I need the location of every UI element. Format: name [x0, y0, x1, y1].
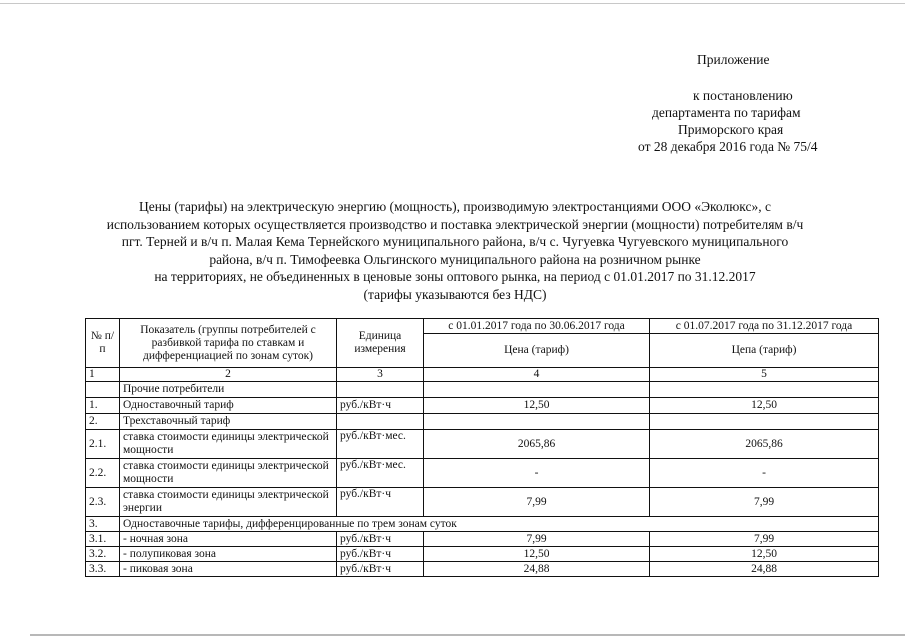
row-price-2: 24,88: [650, 562, 879, 577]
row-price-2: 7,99: [650, 532, 879, 547]
title-line: пгт. Терней и в/ч п. Малая Кема Тернейского муниципального района, в/ч с. Чугуевка Чугуевского муниципального: [121, 234, 789, 249]
row-unit: руб./кВт·ч: [337, 532, 424, 547]
column-index: 5: [650, 368, 879, 382]
row-unit: руб./кВт·ч: [337, 562, 424, 577]
row-price-2: [650, 382, 879, 398]
row-unit: [337, 382, 424, 398]
row-price-2: 7,99: [650, 488, 879, 517]
title-line: (тарифы указываются без НДС): [363, 286, 547, 302]
row-unit: руб./кВт·ч: [337, 488, 424, 517]
row-price-1: [424, 414, 650, 430]
row-price-1: 2065,86: [424, 430, 650, 459]
table-row: [86, 547, 879, 562]
row-price-1: [424, 382, 650, 398]
column-index: 4: [424, 368, 650, 382]
table-header-row: [86, 319, 879, 334]
row-num: 3.3.: [86, 562, 120, 577]
table-row: [86, 517, 879, 532]
title-line: использованием которых осуществляется производство и поставка электрической энергии (мощности) потребителям в/ч: [106, 216, 804, 232]
title-line: на территориях, не объединенных в ценовые зоны оптового рынка, на период с 01.01.2017 по 31.12.2017: [154, 269, 756, 284]
header-num: № п/п: [86, 319, 120, 368]
row-price-2: -: [650, 459, 879, 488]
row-price-1: -: [424, 459, 650, 488]
row-num: 3.1.: [86, 532, 120, 547]
row-price-2: 2065,86: [650, 430, 879, 459]
appendix-title: Приложение: [697, 52, 770, 67]
row-price-1: 24,88: [424, 562, 650, 577]
title-line: Цены (тарифы) на электрическую энергию (мощность), производимую электростанциями ООО «Эколюкс», с: [138, 199, 772, 214]
row-num: 2.1.: [86, 430, 120, 459]
row-name: Прочие потребители: [120, 382, 337, 398]
row-price-2: [650, 414, 879, 430]
header-price-2: Цепа (тариф): [650, 334, 879, 368]
appendix-line: Приморского края: [678, 122, 784, 137]
row-unit: руб./кВт·мес.: [337, 430, 424, 459]
table-row: [86, 532, 879, 547]
row-price-2: 12,50: [650, 398, 879, 414]
row-unit: руб./кВт·ч: [337, 398, 424, 414]
table-row: [86, 398, 879, 414]
row-name: - пиковая зона: [120, 562, 337, 577]
appendix-line: к постановлению: [693, 88, 793, 103]
column-index: 1: [86, 368, 120, 382]
header-period-2: с 01.07.2017 года по 31.12.2017 года: [650, 319, 879, 334]
table-row: [86, 382, 879, 398]
table-row: [86, 414, 879, 430]
header-price-1: Цена (тариф): [424, 334, 650, 368]
row-unit: руб./кВт·мес.: [337, 459, 424, 488]
document-title: [40, 198, 870, 303]
row-name: Трехставочный тариф: [120, 414, 337, 430]
row-name: Одноставочный тариф: [120, 398, 337, 414]
column-index: 2: [120, 368, 337, 382]
appendix-line: департамента по тарифам: [652, 105, 801, 120]
header-indicator: Показатель (группы потребителей с разбивкой тарифа по ставкам и дифференциацией по зонам суток): [120, 319, 337, 368]
row-name: - полупиковая зона: [120, 547, 337, 562]
tariff-table: [85, 318, 879, 577]
row-num: 2.3.: [86, 488, 120, 517]
row-num: 2.2.: [86, 459, 120, 488]
row-price-1: 7,99: [424, 488, 650, 517]
row-name: ставка стоимости единицы электрической мощности: [120, 459, 337, 488]
table-row: [86, 488, 879, 517]
row-price-1: 12,50: [424, 547, 650, 562]
row-num: [86, 382, 120, 398]
column-index-row: [86, 368, 879, 382]
row-num: 3.: [86, 517, 120, 532]
column-index: 3: [337, 368, 424, 382]
header-unit: Единица измерения: [337, 319, 424, 368]
table-row: [86, 430, 879, 459]
appendix-line: от 28 декабря 2016 года № 75/4: [638, 139, 818, 154]
row-name: Одноставочные тарифы, дифференцированные по трем зонам суток: [120, 517, 879, 532]
row-name: - ночная зона: [120, 532, 337, 547]
header-period-1: с 01.01.2017 года по 30.06.2017 года: [424, 319, 650, 334]
table-row: [86, 459, 879, 488]
scan-edge-top: [0, 3, 905, 4]
row-price-1: 12,50: [424, 398, 650, 414]
scan-edge-bottom: [30, 634, 905, 636]
row-price-1: 7,99: [424, 532, 650, 547]
row-num: 3.2.: [86, 547, 120, 562]
table-row: [86, 562, 879, 577]
row-unit: [337, 414, 424, 430]
row-name: ставка стоимости единицы электрической энергии: [120, 488, 337, 517]
title-line: района, в/ч п. Тимофеевка Ольгинского муниципального района на розничном рынке: [209, 251, 701, 267]
row-unit: руб./кВт·ч: [337, 547, 424, 562]
row-num: 1.: [86, 398, 120, 414]
row-price-2: 12,50: [650, 547, 879, 562]
row-name: ставка стоимости единицы электрической мощности: [120, 430, 337, 459]
row-num: 2.: [86, 414, 120, 430]
